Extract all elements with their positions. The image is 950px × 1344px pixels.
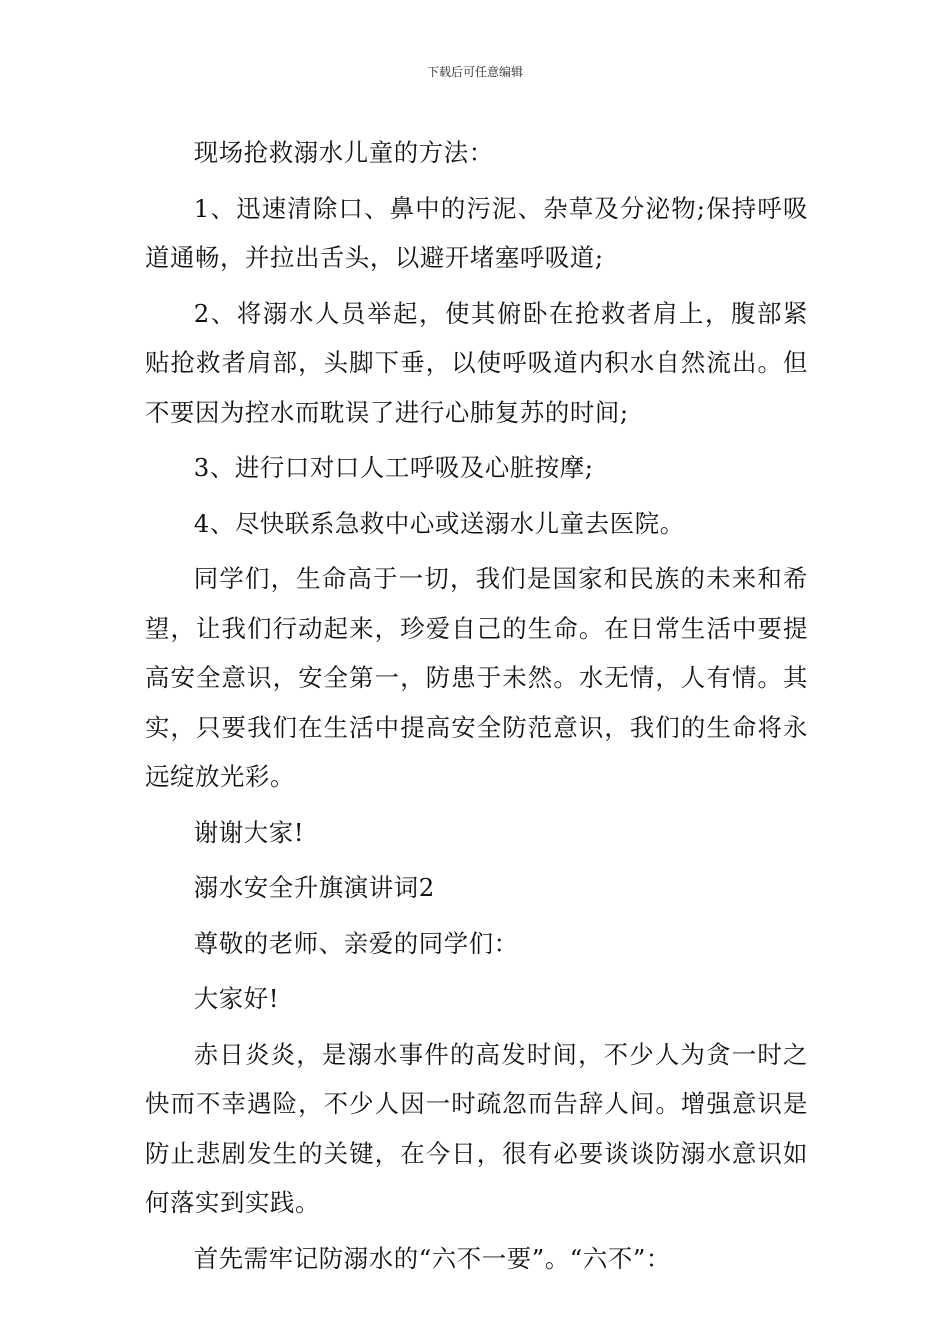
- page-header: 下载后可任意编辑: [426, 65, 523, 79]
- paragraph-salutation: 尊敬的老师、亲爱的同学们：: [193, 928, 519, 958]
- paragraph-rescue-methods-heading: 现场抢救溺水儿童的方法：: [193, 138, 494, 167]
- paragraph-closing-appeal: 同学们，生命高于一切，我们是国家和民族的未来和希望，让我们行动起来，珍爱自己的生命。在日常生活中要提高安全意识，安全第一，防患于未然。水无情，人有情。其实，只要我们在生活中提高安全防范意识，我们的生命将永远绽放光彩。: [145, 564, 808, 791]
- paragraph-intro: 赤日炎炎，是溺水事件的高发时间，不少人为贪一时之快而不幸遇险，不少人因一时疏忽而告辞人间。增强意识是防止悲剧发生的关键，在今日，很有必要谈谈防溺水意识如何落实到实践。: [145, 1039, 808, 1217]
- paragraph-thanks: 谢谢大家!: [193, 817, 305, 847]
- speech-2-title: 溺水安全升旗演讲词2: [193, 873, 435, 902]
- paragraph-step-3: 3、进行口对口人工呼吸及心脏按摩;: [193, 453, 594, 482]
- document-body: [145, 128, 808, 1289]
- paragraph-step-2: 2、将溺水人员举起，使其俯卧在抢救者肩上，腹部紧贴抢救者肩部，头脚下垂，以使呼吸道内积水自然流出。但不要因为控水而耽误了进行心肺复苏的时间;: [145, 298, 808, 427]
- paragraph-step-1: 1、迅速清除口、鼻中的污泥、杂草及分泌物;保持呼吸道通畅，并拉出舌头，以避开堵塞呼吸道;: [145, 193, 808, 272]
- paragraph-step-4: 4、尽快联系急救中心或送溺水儿童去医院。: [193, 508, 685, 538]
- paragraph-greeting: 大家好!: [193, 984, 280, 1013]
- paragraph-six-rules: 首先需牢记防溺水的“六不一要”。“六不”：: [193, 1243, 671, 1273]
